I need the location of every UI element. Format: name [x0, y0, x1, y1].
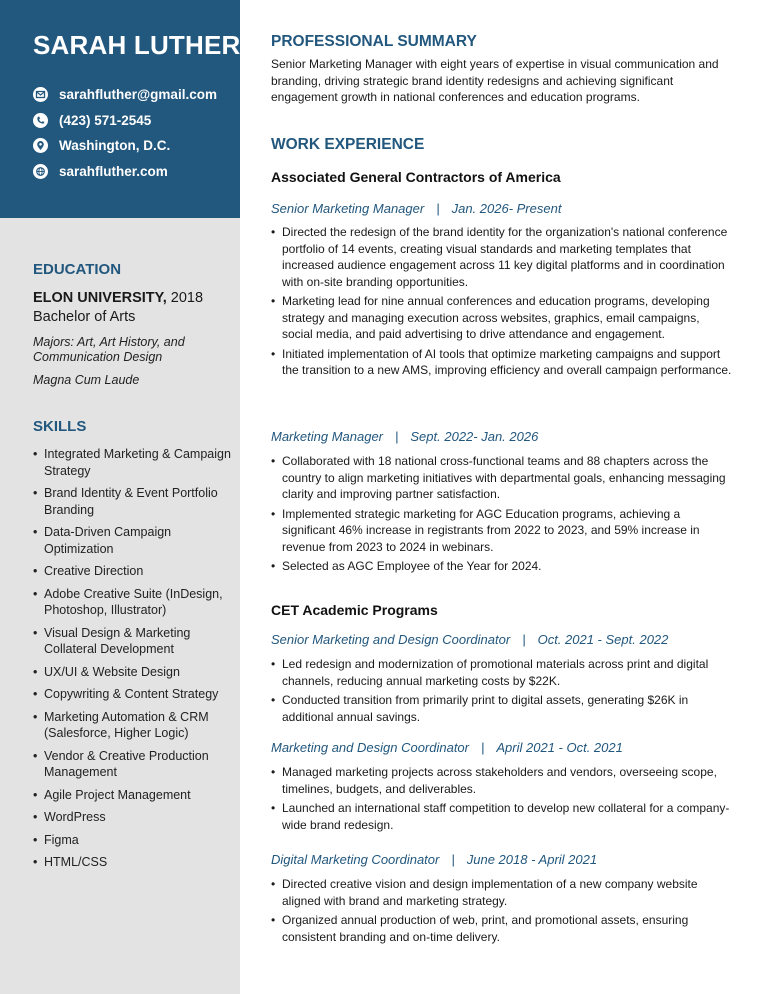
- job-bullet: • Initiated implementation of AI tools that optimize marketing campaigns and support the transition to a new AMS, improving efficiency and overall campaign performance.: [271, 346, 733, 379]
- job-bullet: • Launched an international staff competition to develop new collateral for a company-wide brand redesign.: [271, 800, 733, 833]
- job-bullet: • Implemented strategic marketing for AGC Education programs, achieving a significant 46% increase in registrants from 2022 to 2023, and 59% increase in revenue from 2023 to 2024 in webinars.: [271, 506, 733, 556]
- skill-item: • WordPress: [33, 809, 233, 826]
- job-bullets: [271, 656, 733, 728]
- skills-list: [33, 446, 233, 877]
- company-name: CET Academic Programs: [271, 602, 438, 618]
- contact-location-text: Washington, D.C.: [59, 138, 171, 154]
- skill-item: • UX/UI & Website Design: [33, 664, 233, 681]
- globe-icon: [33, 164, 48, 179]
- contact-email-text: sarahfluther@gmail.com: [59, 87, 217, 103]
- majors: Majors: Art, Art History, and Communication Design: [33, 335, 185, 364]
- contact-website[interactable]: [33, 159, 233, 185]
- honors: Magna Cum Laude: [33, 373, 140, 387]
- role-separator: |: [395, 429, 399, 444]
- job-bullet: • Organized annual production of web, print, and promotional assets, ensuring consistent branding and on-time delivery.: [271, 912, 733, 945]
- job-role-line: [271, 201, 561, 216]
- contact-location: [33, 133, 233, 159]
- contact-website-text: sarahfluther.com: [59, 163, 168, 179]
- degree: Bachelor of Arts: [33, 309, 136, 325]
- contact-phone[interactable]: [33, 108, 233, 134]
- skill-item: • Vendor & Creative Production Management: [33, 748, 233, 781]
- job-title: Senior Marketing and Design Coordinator: [271, 632, 511, 647]
- job-role-line: [271, 429, 538, 444]
- job-title: Digital Marketing Coordinator: [271, 852, 440, 867]
- skill-item: • Data-Driven Campaign Optimization: [33, 524, 233, 557]
- job-bullets: [271, 224, 733, 382]
- job-bullet: • Selected as AGC Employee of the Year for 2024.: [271, 558, 733, 575]
- job-dates: Jan. 2026- Present: [451, 201, 562, 216]
- job-bullet: • Directed creative vision and design implementation of a new company website aligned with brand and marketing strategy.: [271, 876, 733, 909]
- job-role-line: [271, 740, 623, 755]
- job-role-line: [271, 632, 668, 647]
- job-bullets: [271, 453, 733, 578]
- education-section: [33, 289, 233, 388]
- skill-item: • Integrated Marketing & Campaign Strategy: [33, 446, 233, 479]
- company-name: Associated General Contractors of America: [271, 169, 561, 185]
- job-dates: Sept. 2022- Jan. 2026: [410, 429, 539, 444]
- skill-item: • Copywriting & Content Strategy: [33, 686, 233, 703]
- role-separator: |: [522, 632, 526, 647]
- role-separator: |: [436, 201, 440, 216]
- job-bullet: • Led redesign and modernization of promotional materials across print and digital channels, reducing annual marketing costs by $22K.: [271, 656, 733, 689]
- job-title: Senior Marketing Manager: [271, 201, 425, 216]
- job-dates: Oct. 2021 - Sept. 2022: [537, 632, 669, 647]
- candidate-name: SARAH LUTHER: [33, 30, 241, 60]
- job-dates: April 2021 - Oct. 2021: [496, 740, 623, 755]
- role-separator: |: [481, 740, 485, 755]
- email-icon: [33, 87, 48, 102]
- skill-item: • Agile Project Management: [33, 787, 233, 804]
- skill-item: • Marketing Automation & CRM (Salesforce, Higher Logic): [33, 709, 233, 742]
- contact-phone-text: (423) 571-2545: [59, 112, 152, 128]
- job-bullet: • Directed the redesign of the brand identity for the organization's national conference portfolio of 14 events, creating visual standards and marketing templates that increased audience engagement across 11 key digital platforms and in coordination with on-site branding opportunities.: [271, 224, 733, 290]
- experience-heading: WORK EXPERIENCE: [271, 136, 425, 153]
- job-bullets: [271, 764, 733, 836]
- skill-item: • Brand Identity & Event Portfolio Branding: [33, 485, 233, 518]
- job-bullet: • Conducted transition from primarily print to digital assets, generating $26K in additional annual savings.: [271, 692, 733, 725]
- job-bullet: • Managed marketing projects across stakeholders and vendors, overseeing scope, timelines, budgets, and deliverables.: [271, 764, 733, 797]
- job-title: Marketing Manager: [271, 429, 383, 444]
- skill-item: • Creative Direction: [33, 563, 233, 580]
- education-heading: EDUCATION: [33, 261, 122, 278]
- skills-heading: SKILLS: [33, 418, 87, 435]
- education-school-line: [33, 289, 233, 308]
- skill-item: • HTML/CSS: [33, 854, 233, 871]
- phone-icon: [33, 113, 48, 128]
- skill-item: • Adobe Creative Suite (InDesign, Photoshop, Illustrator): [33, 586, 233, 619]
- contact-list: [33, 82, 233, 184]
- location-pin-icon: [33, 138, 48, 153]
- contact-email[interactable]: [33, 82, 233, 108]
- school-name: ELON UNIVERSITY,: [33, 290, 167, 306]
- graduation-year: 2018: [170, 290, 204, 306]
- job-role-line: [271, 852, 597, 867]
- job-dates: June 2018 - April 2021: [466, 852, 598, 867]
- job-bullets: [271, 876, 733, 948]
- skill-item: • Visual Design & Marketing Collateral Development: [33, 625, 233, 658]
- job-bullet: • Marketing lead for nine annual conferences and education programs, developing strategy and managing execution across websites, graphics, email campaigns, social media, and paid advertising to drive attendance and engagement.: [271, 293, 733, 343]
- job-bullet: • Collaborated with 18 national cross-functional teams and 88 chapters across the country to align marketing initiatives with departmental goals, enhancing messaging clarity and improving partner satisfaction.: [271, 453, 733, 503]
- summary-text: Senior Marketing Manager with eight years of expertise in visual communication and branding, driving strategic brand identity redesigns and achieving significant engagement growth in national conferences and education programs.: [271, 57, 719, 104]
- role-separator: |: [451, 852, 455, 867]
- summary-heading: PROFESSIONAL SUMMARY: [271, 33, 477, 50]
- job-title: Marketing and Design Coordinator: [271, 740, 469, 755]
- skill-item: • Figma: [33, 832, 233, 849]
